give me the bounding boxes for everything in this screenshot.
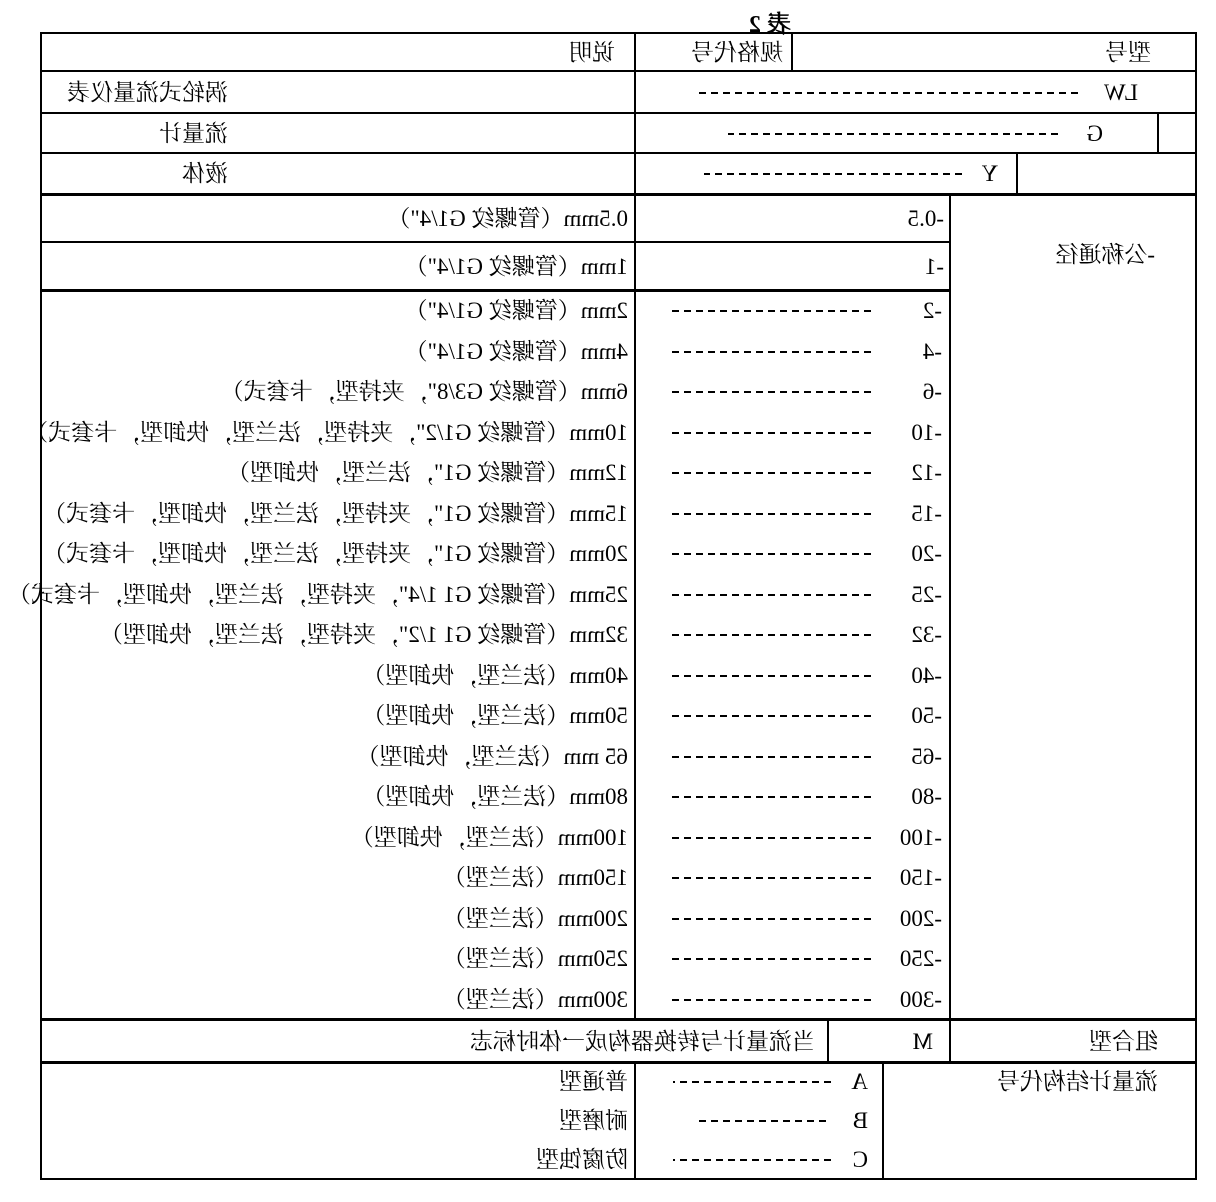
diameter-description: 25mm（管螺纹 G1 1/4"，夹持型，法兰型，快卸型，卡套式）	[7, 581, 628, 607]
dash-leader	[671, 999, 871, 1001]
table-border-line	[1157, 112, 1159, 154]
dash-leader	[673, 1081, 831, 1083]
model-letter-code: Y	[981, 161, 998, 186]
dash-leader	[671, 675, 871, 677]
combined-type-label: 组合型	[1089, 1029, 1158, 1054]
header-model: 型号	[1105, 40, 1151, 65]
structure-description: 普通型	[559, 1069, 628, 1094]
diameter-code: -50	[911, 703, 942, 729]
header-spec-code: 规格代号	[691, 40, 783, 65]
diameter-description: 0.5mm（管螺纹 G1/4"）	[387, 206, 628, 231]
model-letter-description: 液体	[182, 161, 228, 186]
diameter-description: 15mm（管螺纹 G1"，夹持型，法兰型，快卸型，卡套式）	[42, 500, 628, 526]
diameter-code: -15	[911, 500, 942, 526]
dash-leader	[671, 553, 871, 555]
table-border-line	[42, 1018, 1195, 1021]
dash-leader	[671, 432, 871, 434]
table-border-line	[42, 241, 950, 243]
header-description: 说明	[569, 40, 615, 65]
combined-type-code: M	[912, 1029, 933, 1054]
diameter-description: 12mm（管螺纹 G1"，法兰型，快卸型）	[226, 460, 628, 486]
dash-leader	[671, 796, 871, 798]
dash-leader	[671, 756, 871, 758]
diameter-description: 40mm（法兰型，快卸型）	[362, 662, 628, 688]
dash-leader	[671, 877, 871, 879]
diameter-code: -300	[899, 986, 942, 1012]
table-border-line	[42, 112, 1195, 114]
dash-leader	[671, 837, 871, 839]
diameter-description: 300mm（法兰型）	[442, 986, 628, 1012]
dash-leader	[671, 634, 871, 636]
structure-code-label: 流量计结构代号	[997, 1069, 1158, 1094]
table-border-line	[634, 1061, 636, 1178]
model-letter-description: 涡轮式流量仪表	[67, 80, 228, 105]
dash-leader	[704, 173, 962, 175]
dash-leader	[671, 958, 871, 960]
table-border-line	[42, 70, 1195, 72]
diameter-code: -25	[911, 581, 942, 607]
table-title: 表 2	[749, 12, 791, 38]
diameter-code: -2	[922, 298, 942, 324]
diameter-description: 150mm（法兰型）	[442, 865, 628, 891]
diameter-description: 65 mm（法兰型，快卸型）	[356, 743, 628, 769]
diameter-description: 250mm（法兰型）	[442, 946, 628, 972]
diameter-code: -0.5	[907, 206, 944, 231]
structure-code: A	[851, 1069, 868, 1094]
diameter-code: -80	[911, 784, 942, 810]
table-border-line	[949, 195, 951, 1063]
dash-leader	[671, 472, 871, 474]
diameter-code: -100	[899, 824, 942, 850]
structure-code: B	[852, 1108, 868, 1133]
dash-leader	[671, 594, 871, 596]
diameter-code: -40	[911, 662, 942, 688]
diameter-description: 1mm（管螺纹 G1/4"）	[404, 254, 628, 279]
table-border-line	[42, 152, 1195, 154]
diameter-code: -1	[924, 254, 944, 279]
table-border-line	[42, 1061, 1195, 1064]
diameter-code: -4	[922, 338, 942, 364]
dash-leader	[695, 1120, 826, 1122]
structure-description: 耐磨型	[559, 1108, 628, 1133]
diameter-description: 4mm（管螺纹 G1/4"）	[404, 338, 628, 364]
diameter-code: -32	[911, 622, 942, 648]
combined-type-description: 当流量计与转换器构成一体时标志	[470, 1029, 815, 1054]
diameter-code: -200	[899, 905, 942, 931]
dash-leader	[671, 310, 871, 312]
dash-leader	[671, 715, 871, 717]
table-border-line	[42, 289, 950, 292]
dash-leader	[698, 92, 1078, 94]
diameter-description: 80mm（法兰型，快卸型）	[362, 784, 628, 810]
diameter-description: 20mm（管螺纹 G1"，夹持型，法兰型，快卸型，卡套式）	[42, 541, 628, 567]
diameter-code: -6	[922, 379, 942, 405]
diameter-code: -12	[911, 460, 942, 486]
diameter-description: 2mm（管螺纹 G1/4"）	[404, 298, 628, 324]
model-letter-code: LW	[1103, 80, 1138, 105]
structure-code: C	[852, 1147, 868, 1172]
model-spec-table	[7, 32, 1197, 1180]
model-letter-description: 流量计	[159, 121, 228, 146]
diameter-description: 50mm（法兰型，快卸型）	[362, 703, 628, 729]
diameter-description: 100mm（法兰型，快卸型）	[350, 824, 628, 850]
table-border-line	[882, 1061, 884, 1178]
table-border-line	[42, 193, 1195, 196]
dash-leader	[728, 133, 1058, 135]
structure-description: 防腐蚀型	[536, 1147, 628, 1172]
dash-leader	[671, 351, 871, 353]
dash-leader	[671, 918, 871, 920]
diameter-description: 6mm（管螺纹 G3/8"，夹持型，卡套式）	[220, 379, 628, 405]
diameter-code: -250	[899, 946, 942, 972]
table-border-line	[827, 1018, 829, 1063]
model-letter-code: G	[1086, 121, 1103, 146]
diameter-code: -150	[899, 865, 942, 891]
diameter-code: -65	[911, 743, 942, 769]
diameter-code: -20	[911, 541, 942, 567]
table-border-line	[634, 34, 636, 1020]
dash-leader	[671, 513, 871, 515]
diameter-code: -10	[911, 419, 942, 445]
diameter-description: 32mm（管螺纹 G1 1/2"，夹持型，法兰型，快卸型）	[99, 622, 628, 648]
diameter-description: 200mm（法兰型）	[442, 905, 628, 931]
dash-leader	[671, 391, 871, 393]
diameter-description: 10mm（管螺纹 G1/2"，夹持型，法兰型，快卸型，卡套式）	[25, 419, 628, 445]
dash-leader	[673, 1159, 831, 1161]
diameter-column-label: -公称通径	[1055, 242, 1155, 267]
table-border-line	[791, 34, 793, 72]
table-border-line	[1016, 152, 1018, 195]
